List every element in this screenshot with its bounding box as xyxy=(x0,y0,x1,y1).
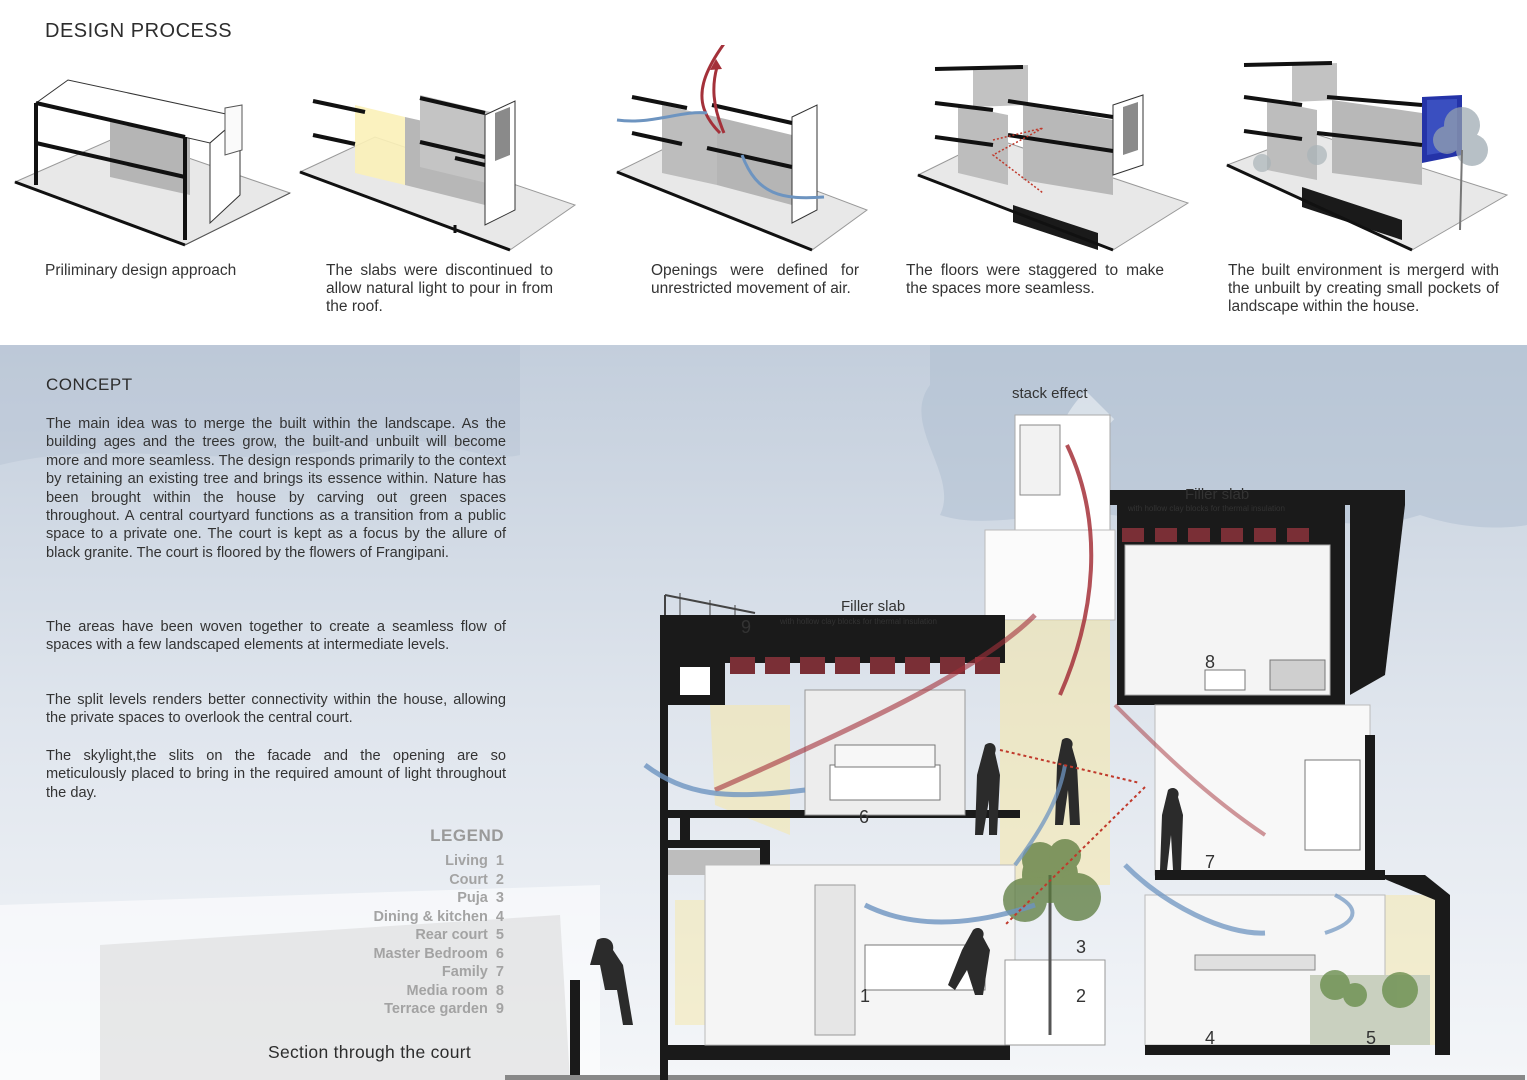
filler-slab-right-label: Filler slab xyxy=(1185,486,1250,503)
page-title: DESIGN PROCESS xyxy=(45,20,233,42)
caption-step-1: Priliminary design approach xyxy=(45,262,237,279)
diagram-step-3 xyxy=(612,45,872,260)
stack-effect-label: stack effect xyxy=(1012,385,1088,402)
room-number-6: 6 xyxy=(859,807,870,827)
room-number-9: 9 xyxy=(741,617,752,637)
diagram-step-5 xyxy=(1222,45,1512,260)
legend-item: Master Bedroom 6 xyxy=(373,945,504,962)
legend-item: Living 1 xyxy=(445,853,504,869)
caption-step-2: The slabs were discontinued to allow natural light to pour in from the roof. xyxy=(326,262,553,315)
concept-title: CONCEPT xyxy=(46,375,133,394)
legend-item: Dining & kitchen 4 xyxy=(373,908,504,925)
diagram-step-1 xyxy=(10,45,295,260)
room-number-2: 2 xyxy=(1076,986,1087,1006)
legend-item: Rear court 5 xyxy=(415,927,504,943)
room-number-7: 7 xyxy=(1205,852,1216,872)
room-number-3: 3 xyxy=(1076,937,1087,957)
filler-slab-left-label: Filler slab xyxy=(841,598,906,615)
legend-title: LEGEND xyxy=(430,826,504,845)
legend xyxy=(373,852,504,1019)
filler-slab-right-sub: with hollow clay blocks for thermal insulation xyxy=(1128,504,1285,513)
diagram-step-4 xyxy=(913,45,1203,260)
legend-item: Puja 3 xyxy=(457,890,504,906)
concept-paragraph-1: The main idea was to merge the built within the landscape. As the building ages and the trees grow, the built-and unbuilt will become more and more seamless. The design responds primarily to the context by retaining an existing tree and brings its essence within. Nature has been brought within the house by carving out green spaces throughout. A central courtyard functions as a transition from a public space to a private one. The court is kept as a focus by the allure of black granite. The court is floored by the flowers of Frangipani. xyxy=(46,416,506,561)
section-title: Section through the court xyxy=(268,1042,472,1062)
caption-step-4: The floors were staggered to make the spaces more seamless. xyxy=(906,262,1164,297)
legend-item: Court 2 xyxy=(449,871,504,888)
legend-item: Terrace garden 9 xyxy=(384,1001,504,1017)
room-number-5: 5 xyxy=(1366,1028,1377,1048)
room-number-1: 1 xyxy=(860,986,871,1006)
legend-item: Family 7 xyxy=(441,964,504,980)
room-number-4: 4 xyxy=(1205,1028,1216,1048)
concept-paragraph-3: The split levels renders better connectivity within the house, allowing the private spaces to overlook the central court. xyxy=(46,692,506,727)
legend-item: Media room 8 xyxy=(406,982,504,999)
diagram-step-2 xyxy=(295,45,580,260)
caption-step-3: Openings were defined for unrestricted movement of air. xyxy=(651,262,859,297)
section-drawing xyxy=(505,405,1525,1080)
room-number-8: 8 xyxy=(1205,652,1216,672)
caption-step-5: The built environment is mergerd with the unbuilt by creating small pockets of landscape within the house. xyxy=(1228,262,1499,315)
filler-slab-left-sub: with hollow clay blocks for thermal insulation xyxy=(780,617,937,626)
concept-paragraph-4: The skylight,the slits on the facade and the opening are so meticulously placed to bring in the required amount of light throughout the day. xyxy=(46,748,506,801)
concept-paragraph-2: The areas have been woven together to create a seamless flow of spaces with a few landscaped elements at intermediate levels. xyxy=(46,619,506,654)
